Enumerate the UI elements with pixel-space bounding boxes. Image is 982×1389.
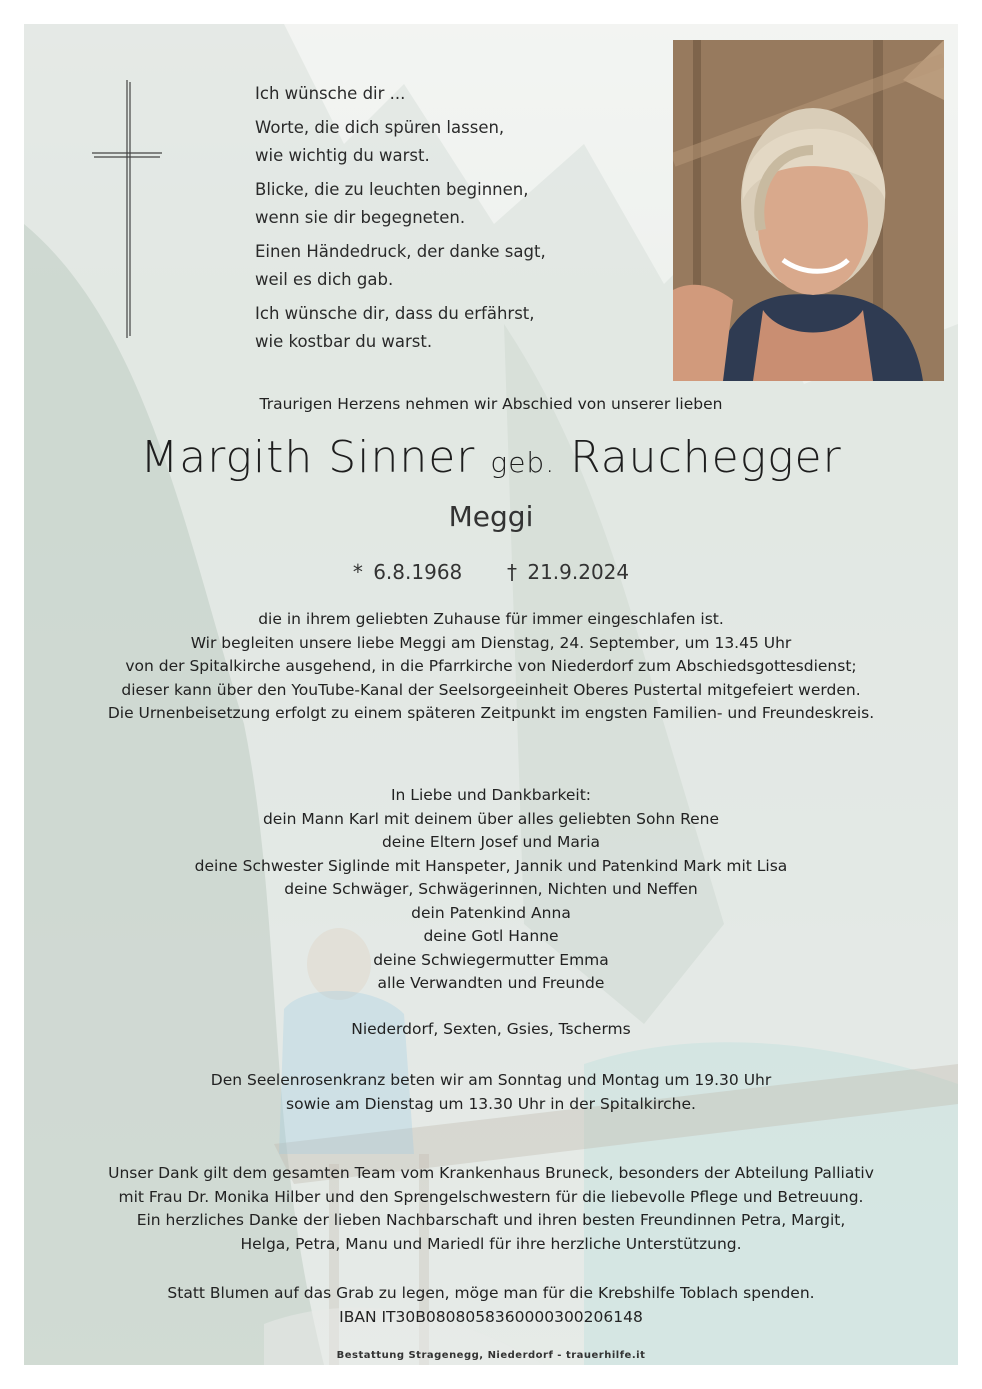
poem: [255, 80, 655, 362]
thanks-line: Unser Dank gilt dem gesamten Team vom Krankenhaus Bruneck, besonders der Abteilung Palliativ: [108, 1164, 874, 1182]
poem-line: Ich wünsche dir, dass du erfährst,: [255, 304, 535, 323]
rosary-notice: [24, 1069, 958, 1116]
intro-text: Traurigen Herzens nehmen wir Abschied von unserer lieben: [259, 395, 723, 413]
poem-line: Einen Händedruck, der danke sagt,: [255, 242, 546, 261]
poem-line: Worte, die dich spüren lassen,: [255, 118, 505, 137]
life-dates: [24, 560, 958, 584]
thanks-notice: [24, 1162, 958, 1256]
thanks-line: mit Frau Dr. Monika Hilber und den Sprengelschwestern für die liebevolle Pflege und Betreuung.: [118, 1187, 864, 1206]
birth-date: * 6.8.1968: [352, 560, 463, 584]
mourners-list: [24, 784, 958, 996]
donation-line: Statt Blumen auf das Grab zu legen, möge man für die Krebshilfe Toblach spenden.: [167, 1284, 815, 1302]
announcement-line: dieser kann über den YouTube-Kanal der Seelsorgeeinheit Oberes Pustertal mitgefeiert werden.: [121, 680, 861, 699]
thanks-line: Helga, Petra, Manu und Mariedl für ihre herzliche Unterstützung.: [240, 1234, 742, 1253]
iban: IBAN IT30B0808058360000300206148: [339, 1307, 643, 1326]
mourners-line: deine Gotl Hanne: [423, 927, 559, 945]
thanks-line: Ein herzliches Danke der lieben Nachbarschaft und ihren besten Freundinnen Petra, Margit,: [136, 1211, 846, 1229]
mourners-line: alle Verwandten und Freunde: [377, 974, 605, 992]
poem-line: Ich wünsche dir ...: [255, 84, 406, 103]
nickname: Meggi: [448, 500, 534, 533]
poem-line: wenn sie dir begegneten.: [255, 208, 466, 227]
mourners-line: In Liebe und Dankbarkeit:: [390, 786, 592, 804]
announcement-line: von der Spitalkirche ausgehend, in die Pfarrkirche von Niederdorf zum Abschiedsgottesdienst;: [125, 657, 857, 675]
mourners-line: deine Schwäger, Schwägerinnen, Nichten und Neffen: [284, 880, 698, 898]
announcement-line: Wir begleiten unsere liebe Meggi am Dienstag, 24. September, um 13.45 Uhr: [190, 633, 792, 652]
donation-notice: [24, 1282, 958, 1329]
poem-line: Blicke, die zu leuchten beginnen,: [255, 180, 529, 199]
footer-credit: Bestattung Stragenegg, Niederdorf - trauerhilfe.it: [336, 1350, 646, 1361]
mourners-line: deine Eltern Josef und Maria: [381, 833, 601, 851]
poem-line: weil es dich gab.: [255, 270, 394, 289]
announcement-line: die in ihrem geliebten Zuhause für immer eingeschlafen ist.: [258, 610, 724, 628]
mourners-line: deine Schwester Siglinde mit Hanspeter, Jannik und Patenkind Mark mit Lisa: [194, 856, 788, 875]
portrait-photo: [673, 40, 944, 381]
first-last-name: Margith Sinner: [140, 432, 476, 483]
death-date: † 21.9.2024: [506, 560, 630, 584]
announcement-line: Die Urnenbeisetzung erfolgt zu einem späteren Zeitpunkt im engsten Familien- und Freundeskreis.: [107, 704, 875, 722]
poem-line: wie kostbar du warst.: [255, 332, 433, 351]
rosary-line: sowie am Dienstag um 13.30 Uhr in der Spitalkirche.: [286, 1094, 696, 1113]
mourners-line: dein Mann Karl mit deinem über alles geliebten Sohn Rene: [262, 809, 720, 828]
rosary-line: Den Seelenrosenkranz beten wir am Sonntag und Montag um 19.30 Uhr: [210, 1071, 772, 1089]
places: Niederdorf, Sexten, Gsies, Tscherms: [351, 1020, 631, 1038]
geb-label: geb.: [490, 446, 556, 479]
poem-line: wie wichtig du warst.: [255, 146, 430, 165]
maiden-name: Rauchegger: [570, 432, 842, 483]
mourners-line: dein Patenkind Anna: [411, 903, 571, 922]
announcement: [24, 608, 958, 726]
mourners-line: deine Schwiegermutter Emma: [373, 950, 609, 969]
deceased-name: [24, 432, 958, 483]
